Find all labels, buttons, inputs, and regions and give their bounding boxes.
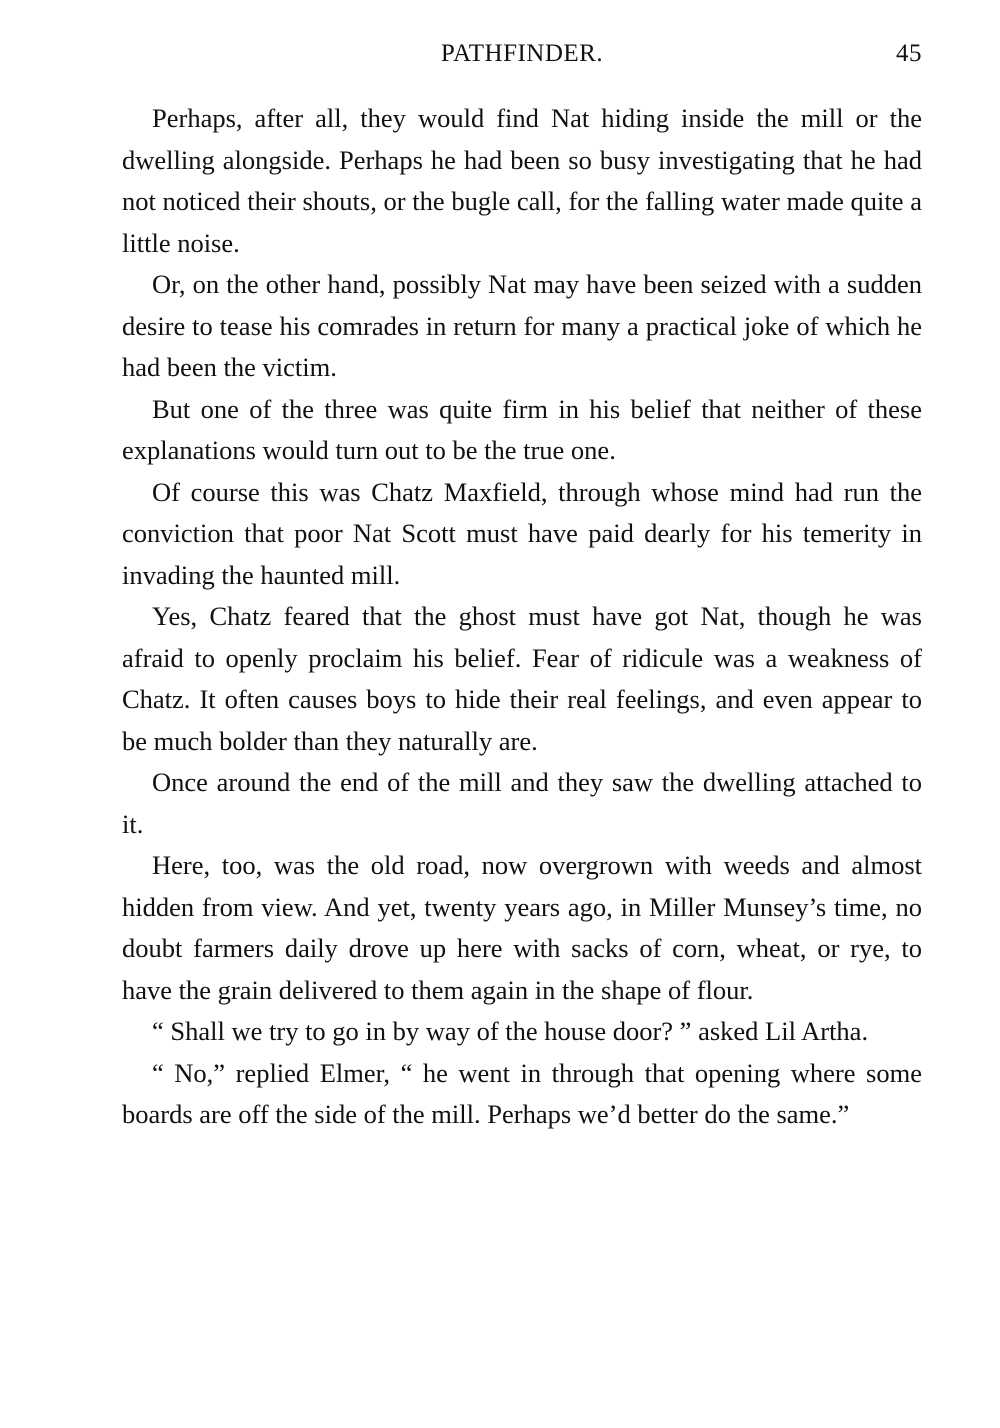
page-number: 45	[896, 40, 922, 67]
paragraph-5: Yes, Chatz feared that the ghost must have got Nat, though he was afraid to openly proclaim his belief. Fear of ridicule was a weakness of Chatz. It often causes boys to hide their real feelings, and even appear to be much bolder than they naturally are.	[122, 601, 922, 756]
paragraph-3: But one of the three was quite firm in his belief that neither of these explanations would turn out to be the true one.	[122, 393, 922, 465]
paragraph-1: Perhaps, after all, they would find Nat hiding inside the mill or the dwelling alongside. Perhaps he had been so busy investigating that he had not noticed their shouts, or the bugle call, for the falling water made quite a little noise.	[122, 103, 922, 258]
running-head	[122, 40, 922, 80]
paragraph-4: Of course this was Chatz Maxfield, through whose mind had run the conviction that poor Nat Scott must have paid dearly for his temerity in invading the haunted mill.	[122, 476, 922, 590]
book-page	[122, 40, 922, 1136]
paragraph-8: “ Shall we try to go in by way of the house door? ” asked Lil Artha.	[152, 1016, 869, 1046]
paragraph-2: Or, on the other hand, possibly Nat may have been seized with a sudden desire to tease his comrades in return for many a practical joke of which he had been the victim.	[122, 269, 922, 382]
paragraph-7: Here, too, was the old road, now overgrown with weeds and almost hidden from view. And yet, twenty years ago, in Miller Munsey’s time, no doubt farmers daily drove up here with sacks of corn, wheat, or rye, to have the grain delivered to them again in the shape of flour.	[122, 850, 922, 1005]
body-text	[122, 98, 922, 1136]
running-title: PATHFINDER.	[440, 40, 604, 67]
paragraph-6: Once around the end of the mill and they saw the dwelling attached to it.	[122, 767, 922, 839]
paragraph-9: “ No,” replied Elmer, “ he went in through that opening where some boards are off the side of the mill. Perhaps we’d better do the same.”	[122, 1057, 922, 1129]
